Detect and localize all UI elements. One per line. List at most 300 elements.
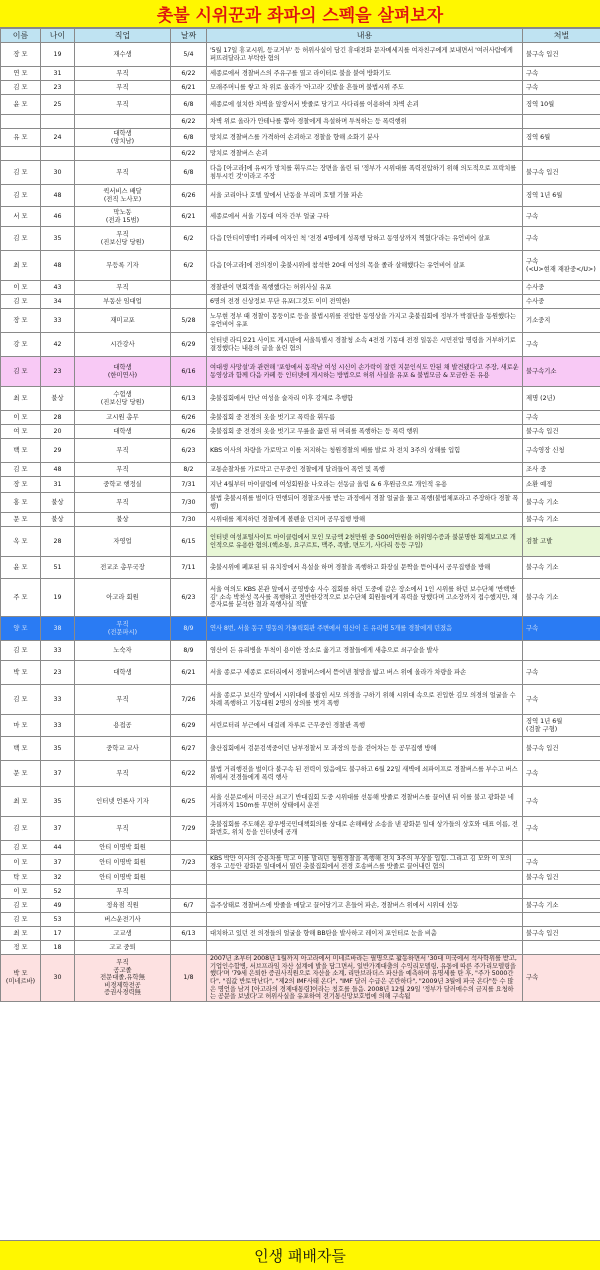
row-punishment: 불구속 입건 [523,43,600,67]
row-punishment: 불구속 입건 [523,871,600,885]
row-age: 53 [41,913,75,927]
row-age: 37 [41,855,75,871]
row-date: 6/25 [171,787,207,817]
row-content: 음주상태로 경찰버스에 밧줄을 매달고 끌어당기고 흔들어 파손, 경찰버스 위에서 시위대 선동 [207,899,523,913]
row-punishment: 구속 [523,855,600,871]
row-name: 김 모 [1,227,41,251]
row-age: 32 [41,871,75,885]
row-punishment: 구속 [523,817,600,841]
row-job: 무직 [75,463,171,477]
row-age: 42 [41,333,75,357]
row-content: 노무현 정부 때 경찰이 몽둥이로 등을 불법시위를 진압한 동영상을 가지고 촛불집회에 정부가 박결단을 동원했다는 유언비어 유포 [207,309,523,333]
row-punishment: 제명 (2년) [523,387,600,411]
row-content: 여대생 사망설'과 관련해 '포항에서 동작남 여성 시신이 손가락이 잘린 지문인식도 안된 채 발견됐다'고 주장, 새로운 동영상과 함께 다음 카페 등 인터넷에 게시하는 방법으로 허위 사실을 유포 & 불법모금 & 모금한 돈 유용 [207,357,523,387]
row-job: 무직 [75,161,171,185]
row-date: 8/9 [171,641,207,661]
table-row [1,439,600,463]
row-age: 52 [41,885,75,899]
row-age: 29 [41,439,75,463]
row-name: 윤 모 [1,557,41,579]
row-date: 6/21 [171,81,207,95]
row-content [207,885,523,899]
row-content: 모래주머니를 쌓고 차 위로 올라가 '아고라' 깃발을 흔들며 불법시위 주도 [207,81,523,95]
row-content: 다음 [안티이명박] 카페에 여자인 척 '전경 4명에게 성폭행 당하고 동영상까지 찍혔다'라는 유언비어 살포 [207,227,523,251]
row-content: 지난 4월부터 마이클럽에 여성회원을 나오라는 선동글 올림 & 6 후원금으로 개인적 유용 [207,477,523,493]
table-row [1,761,600,787]
row-content [207,913,523,927]
row-age: 38 [41,617,75,641]
table-row [1,557,600,579]
row-job: 무직 [75,493,171,513]
row-content [207,941,523,955]
row-date: 6/8 [171,129,207,147]
row-job: 중학교 행정실 [75,477,171,493]
row-name: 최 모 [1,387,41,411]
row-name: 윤 모 [1,95,41,115]
row-job: 중학교 교사 [75,737,171,761]
row-name [1,115,41,129]
row-name [1,147,41,161]
row-content: 교통순찰차를 가로막고 근무중인 경찰에게 달려들어 폭언 및 폭행 [207,463,523,477]
row-age: 48 [41,463,75,477]
row-age: 33 [41,685,75,715]
row-age: 49 [41,899,75,913]
row-job: 안티 이명박 회원 [75,841,171,855]
row-punishment [523,941,600,955]
table-row [1,333,600,357]
row-age: 18 [41,941,75,955]
row-punishment: 수사중 [523,295,600,309]
row-punishment: 구속 [523,81,600,95]
footer-caption: 인생 패배자들 [0,1240,600,1270]
row-age: 43 [41,281,75,295]
row-date: 6/2 [171,251,207,281]
row-content: 연사 8번, 서울 동구 명동의 가톨릭회관 주변에서 염산이 든 유리병 5개를 경찰에게 던졌음 [207,617,523,641]
row-job: 안티 이명박 회원 [75,871,171,885]
row-punishment: 구속 [523,955,600,1002]
row-date: 6/21 [171,207,207,227]
row-job: 무직 [75,817,171,841]
row-date: 6/26 [171,185,207,207]
table-row [1,227,600,251]
row-content: 서울 코리아나 호텔 앞에서 난동을 부리며 호텔 기물 파손 [207,185,523,207]
row-date: 6/2 [171,227,207,251]
row-punishment: 기소중지 [523,309,600,333]
row-punishment: 구속 [523,207,600,227]
table-row [1,309,600,333]
row-age: 34 [41,295,75,309]
row-content: 망치로 경찰버스를 가격하여 손괴하고 경찰을 향해 소화기 분사 [207,129,523,147]
row-name: 장 모 [1,43,41,67]
row-content: 촛불집회 중 전경의 옷을 벗기고 무릎을 꿇린 뒤 머리를 폭행하는 등 폭력 행위 [207,425,523,439]
row-age: 19 [41,579,75,617]
row-age: 30 [41,955,75,1002]
row-job: 무직 [75,685,171,715]
table-row [1,913,600,927]
row-age: 33 [41,715,75,737]
row-name: 김 모 [1,81,41,95]
row-date: 6/26 [171,411,207,425]
table-row [1,787,600,817]
table-row [1,527,600,557]
table-row [1,357,600,387]
table-row [1,67,600,81]
row-date: 6/15 [171,527,207,557]
row-content: 불법 촛불시위를 벌이다 연행되어 경찰조사를 받는 과정에서 경찰 얼굴을 물고 폭행(불법체포라고 주장하다 경찰 폭행) [207,493,523,513]
row-punishment: 불구속 기소 [523,579,600,617]
row-job: 고교 중퇴 [75,941,171,955]
row-name: 최 모 [1,927,41,941]
row-name: 유 모 [1,129,41,147]
row-age: 20 [41,425,75,439]
row-content: 촛불시위에 폐포된 뒤 유치장에서 욕설을 하며 경찰을 폭행하고 화장실 문짝을 뜯어내서 공무집행을 방해 [207,557,523,579]
row-content: 촛불집회 중 전경의 옷을 벗기고 폭력을 휘두름 [207,411,523,425]
row-job: 노숙자 [75,641,171,661]
row-name: 김 모 [1,463,41,477]
table-row [1,941,600,955]
row-content: KBS 박만 이사의 승용차를 막고 이를 말리던 청원경찰을 폭행해 전치 3주의 부상을 입힘. 그리고 김 모와 이 모의 경우 고등안 광화문 일대에서 열린 촛불집회에서 전경 호송버스를 밧줄로 끌어내린 혐의 [207,855,523,871]
row-job: 무직 [75,761,171,787]
row-punishment: 소환 예정 [523,477,600,493]
row-name: 김 모 [1,185,41,207]
row-job: 무직 (전문파시) [75,617,171,641]
row-name: 박 모 (미네르바) [1,955,41,1002]
row-name: 연 모 [1,67,41,81]
row-name: 박 모 [1,661,41,685]
table-row [1,411,600,425]
row-date: 7/30 [171,493,207,513]
row-date [171,295,207,309]
row-date: 7/26 [171,685,207,715]
row-content: 서울 종로구 세종로 로터리에서 경찰버스에서 뜯어낸 철망을 밟고 버스 위에 올라가 차량을 파손 [207,661,523,685]
row-name: 김 모 [1,685,41,715]
table-row [1,617,600,641]
row-age: 28 [41,527,75,557]
row-punishment: 구속 [523,761,600,787]
row-punishment: 불구속 입건 [523,425,600,439]
row-job: 정육점 직원 [75,899,171,913]
row-content: 경찰관이 면회객을 폭행했다는 허위사실 유포 [207,281,523,295]
row-age: 불상 [41,513,75,527]
row-age: 불상 [41,493,75,513]
row-punishment: 구속영장 신청 [523,439,600,463]
row-job: 퀵서비스 배달 (전직 노사모) [75,185,171,207]
row-job: 무직 [75,81,171,95]
row-name: 김 모 [1,913,41,927]
row-job: 대학생 [75,425,171,439]
protester-table [0,28,600,1002]
table-row [1,927,600,941]
row-job: 시간강사 [75,333,171,357]
row-name: 김 모 [1,841,41,855]
row-name: 김 모 [1,161,41,185]
row-punishment: 구속 [523,787,600,817]
row-punishment: 구속 (<U>현재 재판중</U>) [523,251,600,281]
row-date: 7/11 [171,557,207,579]
row-date: 7/23 [171,855,207,871]
row-content: '5월 17일 휴교시위, 등교거부' 등 허위사실이 담긴 휴대전화 문자메세지를 여자친구에게 보내면서 '여러사람에게 퍼뜨려달라고 부탁한 혐의 [207,43,523,67]
row-punishment: 구속 [523,411,600,425]
row-punishment: 검찰 고발 [523,527,600,557]
row-date: 6/23 [171,579,207,617]
row-punishment: 구속 [523,333,600,357]
row-punishment: 불구속 입건 [523,161,600,185]
row-date: 6/29 [171,333,207,357]
table-row [1,817,600,841]
row-job: 무직 [75,281,171,295]
row-date: 6/29 [171,715,207,737]
row-name: 이 모 [1,855,41,871]
row-age: 31 [41,67,75,81]
row-punishment: 구속 [523,685,600,715]
row-job: 무직 (진보신당 당원) [75,227,171,251]
table-row [1,871,600,885]
row-age: 37 [41,817,75,841]
row-age: 48 [41,185,75,207]
row-age: 28 [41,411,75,425]
table-row [1,161,600,185]
row-job: 자영업 [75,527,171,557]
row-date: 6/27 [171,737,207,761]
row-name: 김 모 [1,899,41,913]
row-job: 무직 [75,439,171,463]
row-name: 이 모 [1,281,41,295]
row-job: 아고라 회원 [75,579,171,617]
row-date: 6/22 [171,761,207,787]
row-name: 문 모 [1,513,41,527]
row-punishment [523,841,600,855]
row-job: 용접공 [75,715,171,737]
row-content: 불법 거리행진을 벌이다 불구속 된 전력이 있음에도 불구하고 6월 22일 새벽에 쇠파이프로 경찰버스를 부수고 버스 위에서 전경들에게 폭력 행사 [207,761,523,787]
table-row [1,737,600,761]
table-row [1,463,600,477]
row-content: 세종로에서 서울 기동대 여자 간부 얼굴 구타 [207,207,523,227]
header-punishment: 처벌 [523,29,600,43]
table-row [1,955,600,1002]
row-punishment: 불구속 기소 [523,493,600,513]
row-date: 6/8 [171,161,207,185]
row-age: 33 [41,641,75,661]
row-date: 6/26 [171,425,207,439]
row-age: 37 [41,761,75,787]
row-date [171,871,207,885]
row-name: 서 모 [1,207,41,227]
row-age: 17 [41,927,75,941]
row-date: 7/29 [171,817,207,841]
row-punishment: 불구속 기소 [523,557,600,579]
row-age [41,147,75,161]
row-date: 6/22 [171,147,207,161]
row-date [171,281,207,295]
row-job: 고시원 총무 [75,411,171,425]
row-date: 6/13 [171,927,207,941]
row-name: 백 모 [1,737,41,761]
table-row [1,185,600,207]
row-date: 6/7 [171,899,207,913]
row-punishment: 불구속 입건 [523,927,600,941]
table-row [1,387,600,411]
row-age: 33 [41,309,75,333]
row-job: 막노동 (전과 15범) [75,207,171,227]
table-row [1,841,600,855]
row-content: 다음 [아고라]에 유씨가 망치를 휘두르는 장면을 올린 뒤 '정부가 시위대를 폭력진압하기 위해 의도적으로 프락치를 침투시킨 것'이라고 주장 [207,161,523,185]
row-name: 마 모 [1,715,41,737]
row-content: 출산집회에서 검문검색중이던 남부경찰서 모 과장의 등을 걷어차는 등 공무집행 방해 [207,737,523,761]
table-row [1,281,600,295]
row-job: 대학생 (망치남) [75,129,171,147]
row-job [75,115,171,129]
row-punishment [523,147,600,161]
row-age: 35 [41,787,75,817]
row-punishment [523,115,600,129]
row-job [75,147,171,161]
header-date: 날짜 [171,29,207,43]
row-date: 7/30 [171,513,207,527]
row-date: 1/8 [171,955,207,1002]
row-name: 강 모 [1,333,41,357]
row-punishment [523,641,600,661]
row-name: 정 모 [1,941,41,955]
row-punishment: 불구속 기소 [523,899,600,913]
table-row [1,685,600,715]
row-name: 홍 모 [1,493,41,513]
table-row [1,147,600,161]
row-job: 고교생 [75,927,171,941]
row-job: 수험생 (진보신당 당원) [75,387,171,411]
table-row [1,43,600,67]
row-punishment: 구속 [523,227,600,251]
row-date: 6/13 [171,387,207,411]
row-content: 대치하고 있던 전 의경들의 얼굴을 향해 BB탄을 발사하고 레이저 포인터로 눈을 비춤 [207,927,523,941]
row-content: 인터넷 여성포털사이트 마이클럽에서 모인 모금액 2천만원 중 500여만원을 허위영수증과 불분명한 회계보고로 개인적으로 유용한 혐의.(핵소통, 요구르트, 맥주, 족발, 면도기, 사다리 등등 구입) [207,527,523,557]
table-row [1,477,600,493]
row-date [171,885,207,899]
table-row [1,579,600,617]
row-age: 44 [41,841,75,855]
row-job: 재수생 [75,43,171,67]
row-name: 이 모 [1,885,41,899]
row-name: 옥 모 [1,527,41,557]
row-content: 촛불집회에서 만난 여성을 술자리 이후 강제로 추행함 [207,387,523,411]
table-row [1,295,600,309]
table-row [1,251,600,281]
row-punishment: 불구속기소 [523,357,600,387]
row-punishment: 불구속 기소 [523,513,600,527]
row-date: 6/22 [171,67,207,81]
row-name: 김 모 [1,641,41,661]
header-job: 직업 [75,29,171,43]
row-punishment: 불구속 입건 [523,737,600,761]
row-date: 8/9 [171,617,207,641]
row-job: 무직 [75,95,171,115]
row-age: 31 [41,477,75,493]
row-job: 무등록 기자 [75,251,171,281]
row-date [171,913,207,927]
row-name: 최 모 [1,251,41,281]
row-content: 2007년 초부터 2008년 1월까지 아고라에서 미네르바라는 필명으로 활동하면서 '30대 미국에서 석사학위를 받고, 기업인수합병, 서브프라임 자산 설계에 발을 담그면서, 일반가계대출의 수익리모델링, 유통에 따른 주가리모델링을 했다'며 '79세 은퇴한 증권사직원으로 자산을 소계, 리만브라더스 파산을 예측하며 유명세를 탄 후, "주가 5000간다", "집값 반토막난다", "제2의 IMF사태 온다", "IMF 달러 수급은 곤란하다", "2009년 3월에 파국 온다"등 수 많은 명언을 남겨 [아고라의 경제대통령]이라는 칭호를 들음. 2008년 12월 29일 '정부가 달러매수의 금지를 요청하는 공문을 보냈다'고 허위사실을 유포하여 전기통신망보호법에 의해 구속됨 [207,955,523,1002]
row-age: 불상 [41,387,75,411]
row-punishment: 징역 1년 6월 (검찰 구형) [523,715,600,737]
row-content: 서울 여의도 KBS 본관 앞에서 공영방송 사수 집회를 하던 도중에 같은 장소에서 1인 시위를 하던 보수단체 '반핵반김' 소속 박찬성 목사를 폭행하고 정반한강적으로 보수단체 회원들에게 폭력을 당했다며 고소장까지 접수했지만, 채증자료를 분석한 결과 폭행사실 적발 [207,579,523,617]
row-age: 35 [41,737,75,761]
row-content: 인터넷 라디오21 사이트 게시판에 서울특별시 경찰청 소속 4전경 기동대 전경 일동은 시민진압 명령을 거부하기로 결정했다는 내용의 글을 올린 혐의 [207,333,523,357]
row-job: 부동산 임대업 [75,295,171,309]
table-row [1,855,600,871]
row-punishment: 구속 [523,67,600,81]
row-date: 5/28 [171,309,207,333]
row-job: 대학생 (한미연사) [75,357,171,387]
row-name: 주 모 [1,579,41,617]
table-header-row [1,29,600,43]
row-age: 30 [41,161,75,185]
row-date: 5/4 [171,43,207,67]
table-row [1,81,600,95]
row-job: 무직 공고졸 전문대졸,유학無 비경제학전공 증권사경력無 [75,955,171,1002]
row-name: 장 모 [1,309,41,333]
row-punishment [523,885,600,899]
row-punishment: 징역 10월 [523,95,600,115]
row-punishment: 구속 [523,617,600,641]
row-date [171,941,207,955]
row-content: 차벽 위로 올라가 안테나를 뽑아 경찰에게 욕설하며 투척하는 등 폭력행위 [207,115,523,129]
row-date: 6/23 [171,439,207,463]
row-job: 대학생 [75,661,171,685]
row-age: 51 [41,557,75,579]
row-content: 시위대를 제지하던 경찰에게 볼펜을 던지며 공무집행 방해 [207,513,523,527]
row-content: 망치로 경찰버스 손괴 [207,147,523,161]
table-row [1,425,600,439]
table-row [1,661,600,685]
row-punishment [523,913,600,927]
row-date: 6/22 [171,115,207,129]
row-job: 재미교포 [75,309,171,333]
table-row [1,899,600,913]
row-name: 김 모 [1,357,41,387]
page-title: 촛불 시위꾼과 좌파의 스펙을 살펴보자 [0,0,600,28]
row-age: 23 [41,661,75,685]
row-age: 24 [41,129,75,147]
row-age [41,115,75,129]
header-content: 내용 [207,29,523,43]
row-job: 무직 [75,67,171,81]
row-name: 문 모 [1,761,41,787]
row-job: 무직 [75,885,171,899]
row-age: 35 [41,227,75,251]
row-age: 23 [41,357,75,387]
row-content [207,841,523,855]
table-row [1,207,600,227]
row-punishment: 징역 1년 6월 [523,185,600,207]
row-punishment: 징역 6월 [523,129,600,147]
row-name: 김 모 [1,295,41,309]
row-content: 세종로에서 경찰버스의 주유구를 열고 라이터로 불을 붙여 방화기도 [207,67,523,81]
row-date: 6/21 [171,661,207,685]
row-content: 서울 신문로에서 미국산 쇠고기 반대집회 도중 시위대를 선동해 밧줄로 경찰버스를 끌어낸 뒤 이를 불고 광화문 네거리까지 150m를 무면허 상태에서 운전 [207,787,523,817]
row-content: 6명의 전경 신상정보 무단 유포(그것도 이미 전역한) [207,295,523,309]
row-content: 다음 [아고라]에 전의경이 촛불시위에 참석한 20대 여성의 목을 졸라 살해했다는 유언비어 살포 [207,251,523,281]
row-name: 여 모 [1,425,41,439]
row-job: 버스운전기사 [75,913,171,927]
row-name: 장 모 [1,477,41,493]
table-row [1,95,600,115]
row-content: 촛불집회를 주도해온 광우병국민대책회의를 상대로 손해배상 소송을 낸 광화문 일대 상가들의 상호와 대표 이름, 전화번호, 위치 등을 인터넷에 공개 [207,817,523,841]
row-content: 서린로터리 부근에서 대걸레 자루로 근무중인 경찰관 폭행 [207,715,523,737]
row-age: 25 [41,95,75,115]
row-age: 23 [41,81,75,95]
table-row [1,641,600,661]
table-row [1,493,600,513]
row-date: 6/16 [171,357,207,387]
